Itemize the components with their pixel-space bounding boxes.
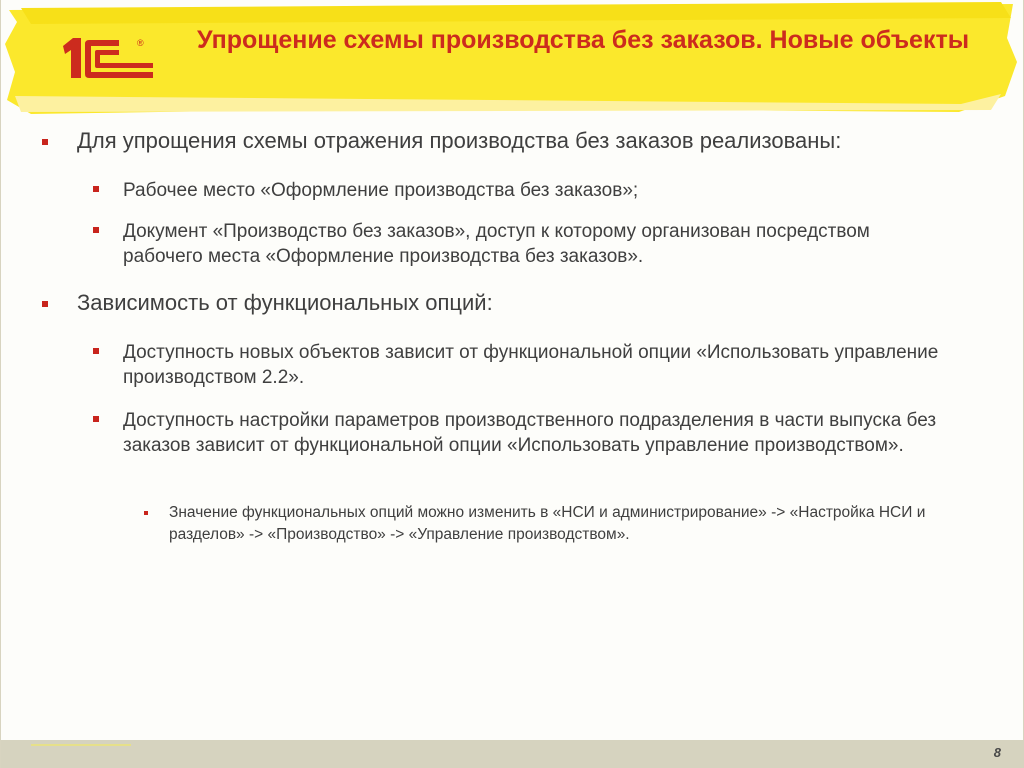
bullet-square-icon — [144, 511, 148, 515]
bullet-text: Зависимость от функциональных опций: — [77, 290, 493, 315]
bullet-item-level1 — [77, 290, 977, 316]
bullet-item-level1 — [77, 128, 977, 154]
bullet-item-level2 — [123, 408, 983, 458]
bullet-square-icon — [42, 139, 48, 145]
bullet-text: Для упрощения схемы отражения производства без заказов реализованы: — [77, 128, 842, 153]
slide-title: Упрощение схемы производства без заказов. Новые объекты — [197, 26, 970, 54]
bullet-square-icon — [93, 348, 99, 354]
bullet-item-level2 — [123, 340, 983, 390]
bullet-square-icon — [93, 227, 99, 233]
bullet-text: Доступность настройки параметров производственного подразделения в части выпуска без заказов зависит от функциональной опции «Использовать управление производством». — [123, 410, 937, 456]
bullet-item-level3 — [169, 502, 979, 546]
bullet-text: Рабочее место «Оформление производства без заказов»; — [123, 180, 639, 201]
page-number: 8 — [993, 745, 1001, 760]
footer-accent-line — [31, 744, 131, 746]
bullet-text: Доступность новых объектов зависит от функциональной опции «Использовать управление производством 2.2». — [123, 342, 939, 388]
logo-registered-mark: ® — [137, 38, 144, 48]
bullet-item-level2 — [123, 219, 913, 269]
bullet-square-icon — [93, 186, 99, 192]
bullet-item-level2 — [123, 178, 983, 203]
slide-content — [1, 0, 1024, 740]
bullet-square-icon — [93, 416, 99, 422]
bullet-square-icon — [42, 301, 48, 307]
bullet-text: Значение функциональных опций можно изменить в «НСИ и администрирование» -> «Настройка НСИ и разделов» -> «Производство» -> «Управление производством». — [169, 504, 926, 543]
footer-band — [1, 740, 1024, 768]
bullet-text: Документ «Производство без заказов», доступ к которому организован посредством рабочего места «Оформление производства без заказов». — [123, 221, 870, 267]
